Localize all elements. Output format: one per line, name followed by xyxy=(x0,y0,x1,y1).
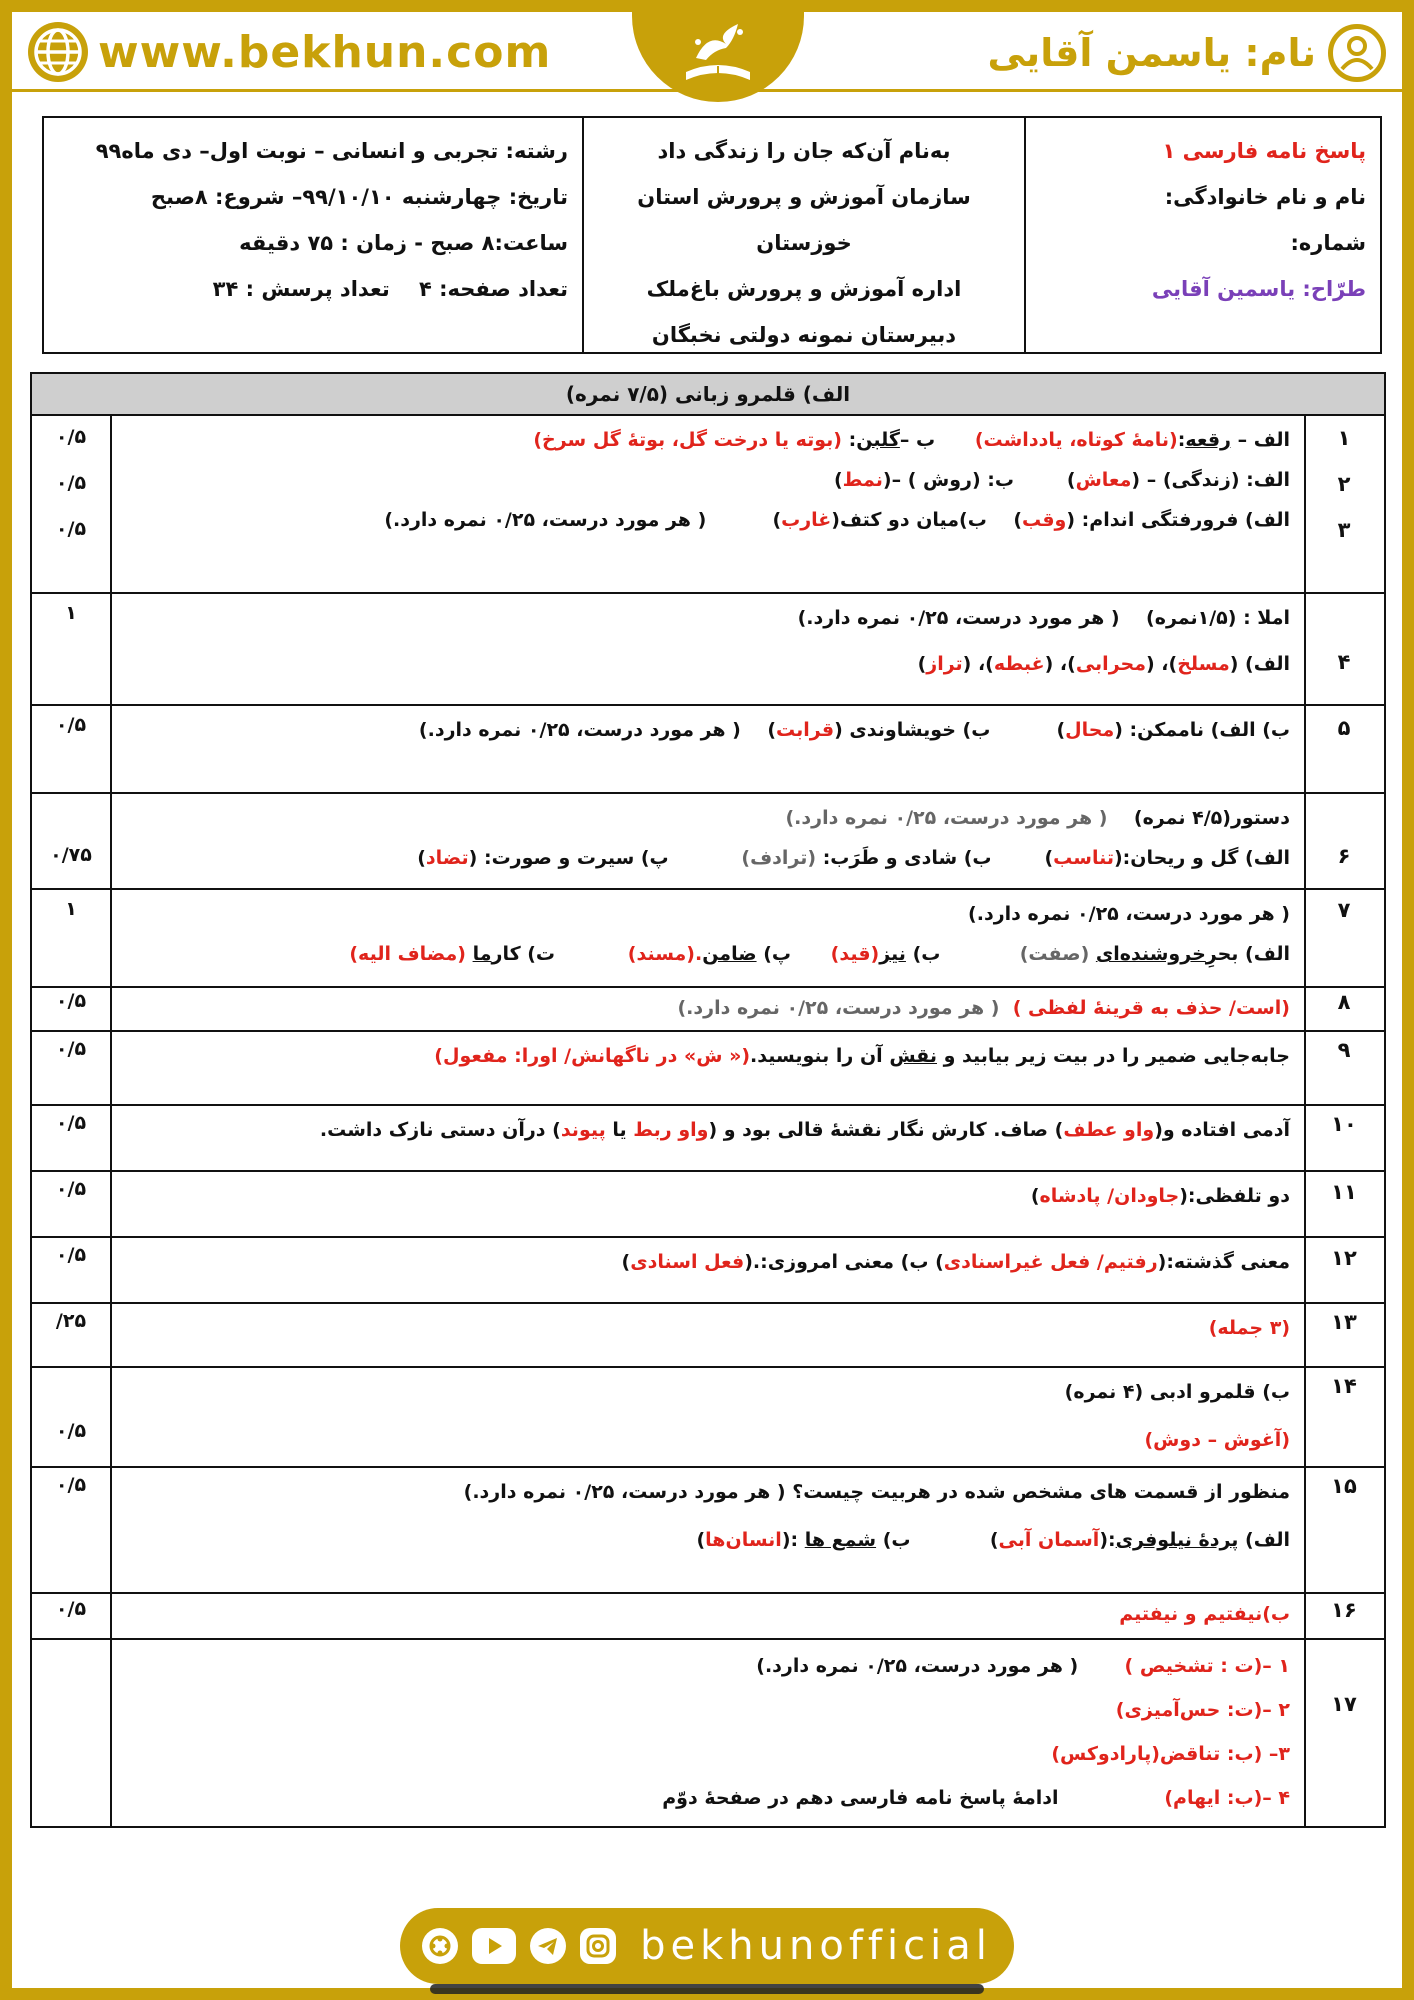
header-basmala: به‌نام آن‌که جان را زندگی داد xyxy=(657,139,951,163)
score-value: ۰/۵ xyxy=(55,472,87,494)
table-row xyxy=(32,1304,1384,1368)
answer-cell xyxy=(110,1106,1304,1170)
table-row xyxy=(32,1238,1384,1304)
answer-cell xyxy=(110,1304,1304,1366)
answer-cell xyxy=(110,1032,1304,1104)
table-row xyxy=(32,1106,1384,1172)
score-value: ۰/۵ xyxy=(55,990,87,1012)
answer-line: ب)نیفتیم و نیفتیم xyxy=(1119,1603,1290,1625)
table-row xyxy=(32,1640,1384,1826)
answer-line: ۲ –(ت: حس‌آمیزی) xyxy=(1115,1699,1290,1721)
answer-line: ب) الف) ناممکن: (محال) ب) خویشاوندی (قرابت) ( هر مورد درست، ۰/۲۵ نمره دارد.) xyxy=(418,719,1290,741)
score-cell xyxy=(32,1594,110,1638)
globe-icon xyxy=(28,22,88,82)
question-number-cell xyxy=(1304,890,1384,986)
answer-line: ۱ –(ت : تشخیص ) ( هر مورد درست، ۰/۲۵ نمره دارد.) xyxy=(756,1655,1290,1677)
table-row xyxy=(32,416,1384,594)
answer-line: ۳– (ب: تناقض(پارادوکس) xyxy=(1051,1743,1290,1765)
score-value: ۰/۵ xyxy=(55,426,87,448)
answer-table xyxy=(30,372,1386,1828)
page-count: تعداد صفحه: ۴ xyxy=(419,277,568,301)
answer-line: ب) قلمرو ادبی (۴ نمره) xyxy=(1064,1381,1290,1403)
answer-cell xyxy=(110,1172,1304,1236)
student-name-tag xyxy=(987,24,1386,82)
score-value: /۲۵ xyxy=(55,1310,87,1332)
table-row xyxy=(32,1468,1384,1594)
instagram-icon[interactable] xyxy=(580,1928,616,1964)
designer-line xyxy=(1040,266,1366,312)
header-left-column xyxy=(44,118,582,352)
header-school: دبیرستان نمونه دولتی نخبگان xyxy=(651,323,957,347)
youtube-icon[interactable] xyxy=(472,1928,516,1964)
table-row xyxy=(32,1368,1384,1468)
designer-name: یاسمین آقایی xyxy=(1151,277,1296,301)
header-office: اداره آموزش و پرورش باغ‌ملک xyxy=(646,277,962,301)
table-row xyxy=(32,594,1384,706)
score-value: ۰/۵ xyxy=(55,714,87,736)
score-value: ۰/۵ xyxy=(55,1474,87,1496)
number-field: شماره: xyxy=(1290,231,1366,255)
answer-line: منظور از قسمت های مشخص شده در هربیت چیست؟ ( هر مورد درست، ۰/۲۵ نمره دارد.) xyxy=(463,1481,1290,1503)
answer-cell xyxy=(110,890,1304,986)
question-number: ۵ xyxy=(1337,716,1351,740)
question-number-cell xyxy=(1304,1640,1384,1826)
question-number: ۶ xyxy=(1337,844,1351,868)
aparat-icon[interactable] xyxy=(422,1928,458,1964)
answer-line: ( هر مورد درست، ۰/۲۵ نمره دارد.) xyxy=(968,903,1290,925)
question-count: تعداد پرسش : ۳۴ xyxy=(212,277,390,301)
answer-sheet-title: پاسخ نامه فارسی ۱ xyxy=(1162,139,1366,163)
site-url[interactable]: www.bekhun.com xyxy=(98,26,552,78)
question-number-cell xyxy=(1304,706,1384,792)
question-number-cell xyxy=(1304,1032,1384,1104)
question-number: ۷ xyxy=(1337,898,1351,922)
score-cell xyxy=(32,706,110,792)
score-cell xyxy=(32,416,110,592)
question-number-cell xyxy=(1304,1368,1384,1466)
answer-line: الف – رقعه:(نامهٔ کوتاه، یادداشت) ب –گلبن: (بوته یا درخت گل، بوتهٔ گل سرخ) xyxy=(533,429,1290,451)
answer-cell xyxy=(110,1594,1304,1638)
score-value: ۰/۵ xyxy=(55,1598,87,1620)
score-cell xyxy=(32,1172,110,1236)
score-value: ۰/۵ xyxy=(55,1244,87,1266)
score-cell xyxy=(32,1468,110,1592)
question-number: ۱۰ xyxy=(1331,1112,1357,1136)
question-number-cell xyxy=(1304,1594,1384,1638)
answer-line: الف) گل و ریحان:(تناسب) ب) شادی و طَرَب: (ترادف) پ) سیرت و صورت: (تضاد) xyxy=(417,847,1290,869)
answer-line: الف) فرورفتگی اندام: (وقب) ب)میان دو کتف(غارب) ( هر مورد درست، ۰/۲۵ نمره دارد.) xyxy=(384,509,1290,531)
question-number-cell xyxy=(1304,1238,1384,1302)
score-cell xyxy=(32,1238,110,1302)
question-number: ۹ xyxy=(1337,1038,1351,1062)
table-row xyxy=(32,1172,1384,1238)
header-org: سازمان آموزش و پرورش استان خوزستان xyxy=(637,185,971,255)
question-number-cell xyxy=(1304,988,1384,1030)
question-number-cell xyxy=(1304,1106,1384,1170)
question-number: ۲ xyxy=(1337,472,1351,496)
site-link[interactable] xyxy=(28,22,551,82)
table-row xyxy=(32,1032,1384,1106)
score-cell xyxy=(32,988,110,1030)
header-right-column xyxy=(1024,118,1380,352)
book-logo-icon xyxy=(668,14,768,94)
table-row xyxy=(32,988,1384,1032)
question-number: ۴ xyxy=(1337,650,1351,674)
score-value: ۰/۷۵ xyxy=(50,844,92,866)
top-bar xyxy=(12,12,1402,92)
answer-cell xyxy=(110,1238,1304,1302)
designer-label: طرّاح: xyxy=(1302,277,1366,301)
answer-line: دستور(۴/۵ نمره) ( هر مورد درست، ۰/۲۵ نمره دارد.) xyxy=(785,807,1290,829)
table-row xyxy=(32,706,1384,794)
answer-line: معنی گذشته:(رفتیم/ فعل غیراسنادی) ب) معنی امروزی:.(فعل اسنادی) xyxy=(621,1251,1290,1273)
question-number: ۱۴ xyxy=(1331,1374,1357,1398)
answer-line: آدمی افتاده و(واو عطف) صاف. کارش نگار نقشهٔ قالی بود و (واو ربط یا پیوند) درآن دستی نازک داشت. xyxy=(319,1119,1290,1141)
answer-cell xyxy=(110,988,1304,1030)
answer-line: الف) (مسلخ)، (محرابی)، (غبطه)، (تراز) xyxy=(917,653,1290,675)
exam-date: تاریخ: چهارشنبه ۹۹/۱۰/۱۰– شروع: ۸صبح xyxy=(150,185,568,209)
exam-field: رشته: تجربی و انسانی – نوبت اول– دی ماه۹۹ xyxy=(95,139,568,163)
answer-line: (آغوش – دوش) xyxy=(1144,1429,1290,1451)
question-number: ۱ xyxy=(1337,426,1351,450)
answer-cell xyxy=(110,706,1304,792)
answer-cell xyxy=(110,1640,1304,1826)
score-value: ۰/۵ xyxy=(55,1420,87,1442)
question-number: ۳ xyxy=(1337,518,1351,542)
question-number: ۱۶ xyxy=(1331,1598,1357,1622)
score-cell xyxy=(32,1640,110,1826)
family-name-field: نام و نام خانوادگی: xyxy=(1164,185,1366,209)
question-number-cell xyxy=(1304,1172,1384,1236)
score-cell xyxy=(32,1032,110,1104)
question-number-cell xyxy=(1304,1304,1384,1366)
score-cell xyxy=(32,1368,110,1466)
question-number: ۱۱ xyxy=(1331,1180,1357,1204)
brand-logo xyxy=(632,0,804,102)
question-number-cell xyxy=(1304,594,1384,704)
answer-line: الف: (زندگی) – (معاش) ب: (روش ) –(نمط) xyxy=(833,469,1290,491)
question-number: ۱۳ xyxy=(1331,1310,1357,1334)
question-number: ۱۷ xyxy=(1331,1692,1357,1716)
question-number-cell xyxy=(1304,416,1384,592)
section-heading: الف) قلمرو زبانی (۷/۵ نمره) xyxy=(32,374,1384,416)
score-value: ۰/۵ xyxy=(55,1178,87,1200)
answer-line: دو تلفظی:(جاودان/ پادشاه) xyxy=(1030,1185,1290,1207)
social-handle[interactable]: bekhunofficial xyxy=(640,1923,992,1969)
question-number: ۱۵ xyxy=(1331,1474,1357,1498)
score-value: ۰/۵ xyxy=(55,518,87,540)
answer-line: الف) بحرِخروشنده‌ای (صفت) ب) نیز(قید) پ) ضامن.(مسند) ت) کارما (مضاف الیه) xyxy=(349,943,1290,965)
answer-line: (۳ جمله) xyxy=(1208,1317,1290,1339)
table-row xyxy=(32,890,1384,988)
question-number-cell xyxy=(1304,1468,1384,1592)
exam-time: ساعت:۸ صبح - زمان : ۷۵ دقیقه xyxy=(239,231,568,255)
header-middle-column xyxy=(582,118,1024,352)
question-number: ۱۲ xyxy=(1331,1246,1357,1270)
score-value: ۰/۵ xyxy=(55,1112,87,1134)
user-icon xyxy=(1328,24,1386,82)
answer-cell xyxy=(110,794,1304,888)
score-cell xyxy=(32,1106,110,1170)
answer-line: ۴ –(ب: ایهام) ادامهٔ پاسخ نامه فارسی دهم در صفحهٔ دوّم xyxy=(662,1787,1290,1809)
score-cell xyxy=(32,794,110,888)
score-cell xyxy=(32,890,110,986)
score-value: ۱ xyxy=(65,898,77,920)
answer-cell xyxy=(110,1368,1304,1466)
telegram-icon[interactable] xyxy=(530,1928,566,1964)
footer-shadow xyxy=(430,1984,984,1994)
answer-cell xyxy=(110,416,1304,592)
score-value: ۰/۵ xyxy=(55,1038,87,1060)
answer-line: الف) پردهٔ نیلوفری:(آسمان آبی) ب) شمع ها :(انسان‌ها) xyxy=(696,1529,1290,1551)
answer-line: جابه‌جایی ضمیر را در بیت زیر بیابید و نقش آن را بنویسید.(« ش» در ناگهانش/ اورا: مفعول) xyxy=(434,1045,1290,1067)
social-bar xyxy=(400,1908,1014,1984)
question-number: ۸ xyxy=(1337,990,1351,1014)
answer-line: املا : (۱/۵نمره) ( هر مورد درست، ۰/۲۵ نمره دارد.) xyxy=(797,607,1290,629)
table-row xyxy=(32,1594,1384,1640)
exam-header xyxy=(42,116,1382,354)
score-value: ۱ xyxy=(65,602,77,624)
score-cell xyxy=(32,594,110,704)
answer-cell xyxy=(110,1468,1304,1592)
table-row xyxy=(32,794,1384,890)
student-name: نام: یاسمن آقایی xyxy=(987,31,1316,75)
answer-line: (است/ حذف به قرینهٔ لفظی ) ( هر مورد درست، ۰/۲۵ نمره دارد.) xyxy=(677,997,1290,1019)
question-number-cell xyxy=(1304,794,1384,888)
score-cell xyxy=(32,1304,110,1366)
answer-cell xyxy=(110,594,1304,704)
exam-counts xyxy=(58,266,568,312)
